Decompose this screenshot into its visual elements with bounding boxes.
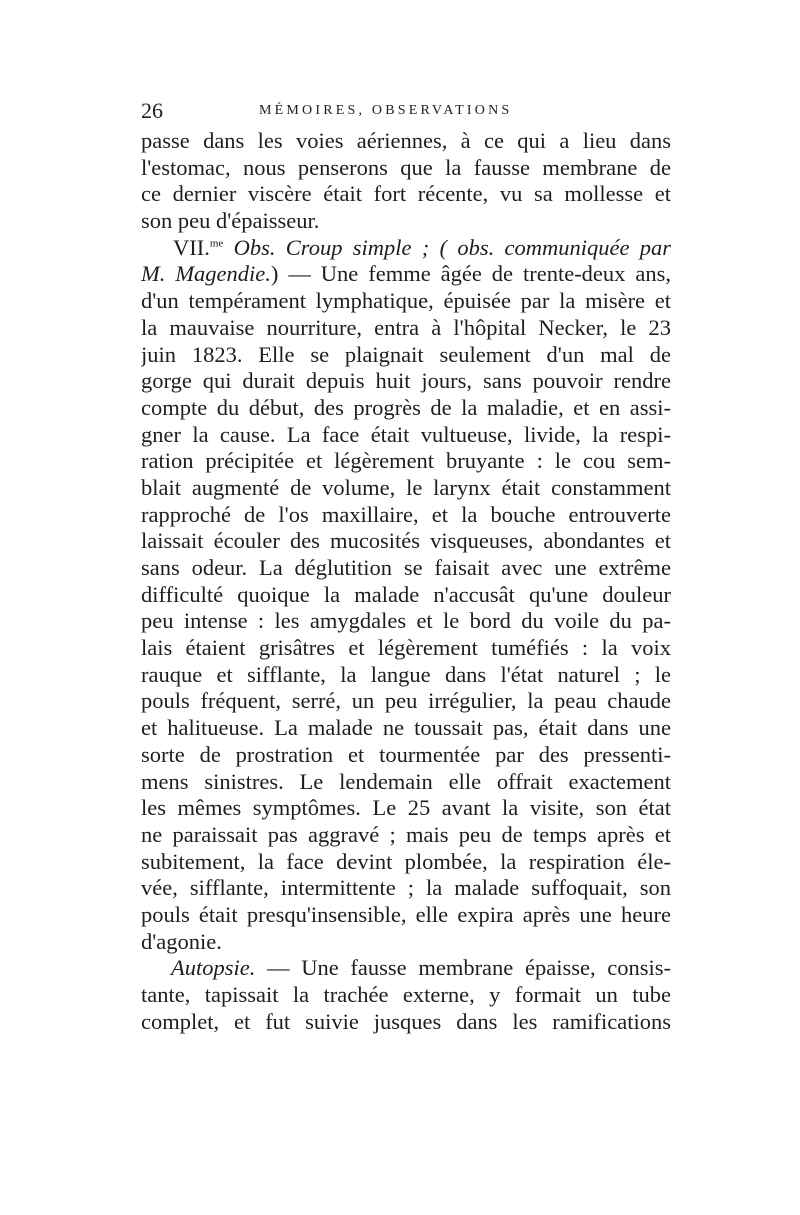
text-line: sorte de prostration et tourmentée par des pressenti- xyxy=(141,741,671,767)
text-line: rapproché de l'os maxillaire, et la bouche entrouverte xyxy=(141,501,671,527)
text-line: lais étaient grisâtres et légèrement tuméfiés : la voix xyxy=(141,635,671,661)
obs-source: ( obs. communiquée par xyxy=(439,234,671,260)
obs-intro: ) — Une femme âgée de trente-deux ans, xyxy=(270,261,671,287)
text-line: vée, sifflante, intermittente ; la malade suffoquait, son xyxy=(141,875,671,901)
text-line: gorge qui durait depuis huit jours, sans pouvoir rendre xyxy=(141,368,671,394)
text-line: rauque et sifflante, la langue dans l'état naturel ; le xyxy=(141,661,671,687)
autopsy-heading xyxy=(141,955,671,982)
text-line: d'agonie. xyxy=(141,928,222,954)
text-line: passe dans les voies aériennes, à ce qui a lieu dans xyxy=(141,128,671,153)
autopsy-label: Autopsie. xyxy=(171,955,256,981)
page-header xyxy=(141,97,671,125)
obs-title: Croup simple ; xyxy=(285,234,430,260)
text-line: complet, et fut suivie jusques dans les ramifications xyxy=(141,1008,671,1034)
text-line: laissait écouler des mucosités visqueuses, abondantes et xyxy=(141,528,671,554)
text-line: compte du début, des progrès de la maladie, et en assi- xyxy=(141,394,671,420)
text-line: ce dernier viscère était fort récente, vu sa mollesse et xyxy=(141,181,671,207)
text-line: difficulté quoique la malade n'accusât qu'une douleur xyxy=(141,581,671,607)
text-line: juin 1823. Elle se plaignait seulement d'un mal de xyxy=(141,341,671,367)
text-line: ne paraissait pas aggravé ; mais peu de temps après et xyxy=(141,821,671,847)
text-line: et halitueuse. La malade ne toussait pas, était dans une xyxy=(141,715,671,741)
text-line xyxy=(141,261,671,288)
body-text xyxy=(141,128,671,1035)
text-line: pouls était presqu'insensible, elle expira après une heure xyxy=(141,901,671,927)
text-line: blait augmenté de volume, le larynx était constamment xyxy=(141,474,671,500)
text-line: son peu d'épaisseur. xyxy=(141,208,320,234)
obs-author: M. Magendie. xyxy=(141,261,271,287)
obs-number: VII. xyxy=(173,234,210,260)
text-line: l'estomac, nous penserons que la fausse membrane de xyxy=(141,154,671,180)
text-line: gner la cause. La face était vultueuse, livide, la respi- xyxy=(141,421,671,447)
observation-heading xyxy=(141,235,671,262)
text-line: sans odeur. La déglutition se faisait avec une extrême xyxy=(141,555,671,580)
running-title: MÉMOIRES, OBSERVATIONS xyxy=(259,103,513,118)
obs-number-sup: me xyxy=(209,237,224,250)
text-line: d'un tempérament lymphatique, épuisée par la misère et xyxy=(141,288,671,314)
text-line: peu intense : les amygdales et le bord du voile du pa- xyxy=(141,608,671,634)
text-line: pouls fréquent, serré, un peu irrégulier, la peau chaude xyxy=(141,688,671,714)
text-line: la mauvaise nourriture, entra à l'hôpital Necker, le 23 xyxy=(141,314,671,340)
text-line: subitement, la face devint plombée, la respiration éle- xyxy=(141,848,671,874)
obs-label: Obs. xyxy=(233,234,276,260)
text-line: tante, tapissait la trachée externe, y formait un tube xyxy=(141,982,671,1007)
text-line: ration précipitée et légèrement bruyante : le cou sem- xyxy=(141,448,671,474)
text-line: mens sinistres. Le lendemain elle offrait exactement xyxy=(141,768,671,794)
autopsy-intro: — Une fausse membrane épaisse, consis- xyxy=(255,955,671,981)
text-line: les mêmes symptômes. Le 25 avant la visite, son état xyxy=(141,795,671,821)
page-number: 26 xyxy=(141,98,163,123)
